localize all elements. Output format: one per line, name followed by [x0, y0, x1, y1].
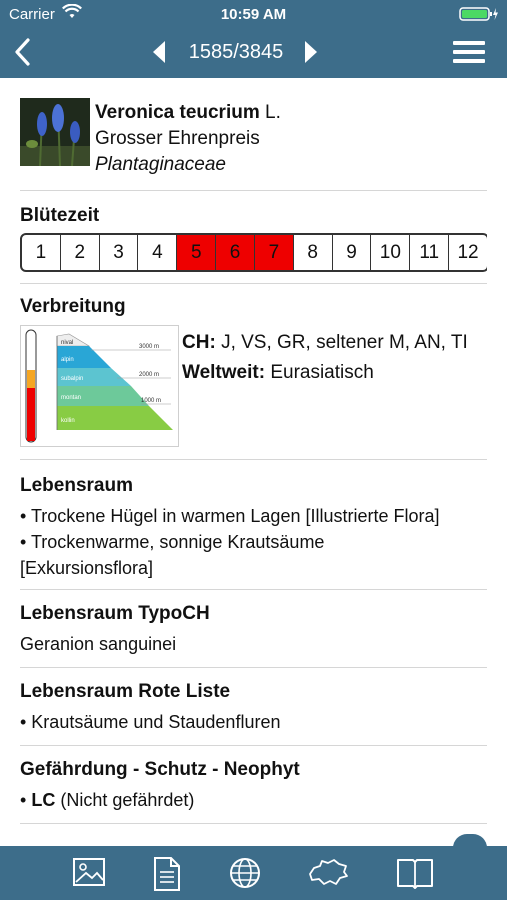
header [0, 0, 507, 78]
carrier-label: Carrier [9, 6, 55, 23]
threat-bullet: • [20, 790, 27, 810]
divider [20, 667, 487, 668]
threat-status [20, 787, 194, 813]
image-icon[interactable] [72, 856, 106, 893]
world-label: Weltweit: [182, 362, 266, 383]
species-photo[interactable] [20, 98, 90, 166]
battery-icon [459, 6, 499, 26]
month-cell: 8 [294, 235, 333, 270]
month-cell: 11 [410, 235, 449, 270]
section-title-bluetezeit: Blütezeit [20, 205, 100, 226]
species-header [20, 98, 487, 190]
threat-text: (Nicht gefährdet) [60, 790, 195, 810]
book-icon[interactable] [396, 856, 434, 895]
globe-icon[interactable] [228, 856, 262, 895]
altitude-label: 1000 m [141, 398, 162, 404]
month-cell-active: 7 [255, 235, 294, 270]
zone-label: subalpin [61, 376, 84, 382]
status-bar [0, 0, 507, 28]
section-title-lebensraum: Lebensraum [20, 475, 133, 496]
section-title-verbreitung: Verbreitung [20, 296, 126, 317]
divider [20, 823, 487, 824]
month-cell-active: 6 [216, 235, 255, 270]
habitat-text [20, 503, 440, 581]
ch-label: CH: [182, 332, 216, 353]
section-title-gefaehrdung: Gefährdung - Schutz - Neophyt [20, 759, 300, 780]
month-cell: 10 [371, 235, 410, 270]
record-pager [150, 38, 330, 68]
document-icon[interactable] [152, 856, 182, 897]
switzerland-map-icon[interactable] [306, 856, 350, 893]
threat-code: LC [31, 790, 56, 810]
month-cell: 1 [22, 235, 61, 270]
zone-label: nival [61, 340, 74, 346]
species-latin-name: Veronica teucrium [95, 102, 260, 123]
divider [20, 589, 487, 590]
month-cell: 4 [138, 235, 177, 270]
section-title-rote-liste: Lebensraum Rote Liste [20, 681, 231, 702]
navigation-bar [0, 28, 507, 78]
month-cell: 9 [333, 235, 372, 270]
section-title-typoch: Lebensraum TypoCH [20, 603, 210, 624]
ch-value: J, VS, GR, seltener M, AN, TI [221, 332, 468, 353]
tab-bar [0, 846, 507, 900]
altitude-label: 2000 m [139, 372, 160, 378]
habitat-line: • Trockenwarme, sonnige Krautsäume [20, 532, 325, 552]
zone-label: alpin [61, 357, 74, 363]
divider [20, 745, 487, 746]
species-author: L. [265, 102, 281, 123]
flowering-months [20, 233, 487, 272]
rote-liste-value: • Krautsäume und Staudenfluren [20, 712, 281, 732]
typoch-value: Geranion sanguinei [20, 634, 177, 654]
species-family: Plantaginaceae [95, 154, 226, 175]
record-counter: 1585/3845 [188, 41, 284, 63]
status-time: 10:59 AM [220, 6, 287, 23]
divider [20, 190, 487, 191]
month-cell: 2 [61, 235, 100, 270]
back-button[interactable] [12, 37, 34, 72]
month-cell-active: 5 [177, 235, 216, 270]
species-common-name: Grosser Ehrenpreis [95, 128, 260, 149]
species-detail [20, 78, 487, 846]
zone-label: kollin [61, 418, 75, 424]
habitat-line: [Exkursionsflora] [20, 558, 154, 578]
previous-record-button[interactable] [150, 40, 168, 69]
zone-label: montan [61, 395, 82, 401]
month-cell: 3 [100, 235, 139, 270]
species-names [95, 100, 281, 178]
distribution-info [182, 328, 468, 388]
world-value: Eurasiatisch [270, 362, 374, 383]
month-cell: 12 [457, 242, 479, 263]
altitude-zone-diagram[interactable] [20, 325, 179, 447]
altitude-label: 3000 m [139, 344, 160, 350]
next-record-button[interactable] [302, 40, 320, 69]
habitat-line: • Trockene Hügel in warmen Lagen [Illustrierte Flora] [20, 506, 440, 526]
hamburger-menu-icon[interactable] [453, 40, 485, 69]
divider [20, 459, 487, 460]
divider [20, 283, 487, 284]
